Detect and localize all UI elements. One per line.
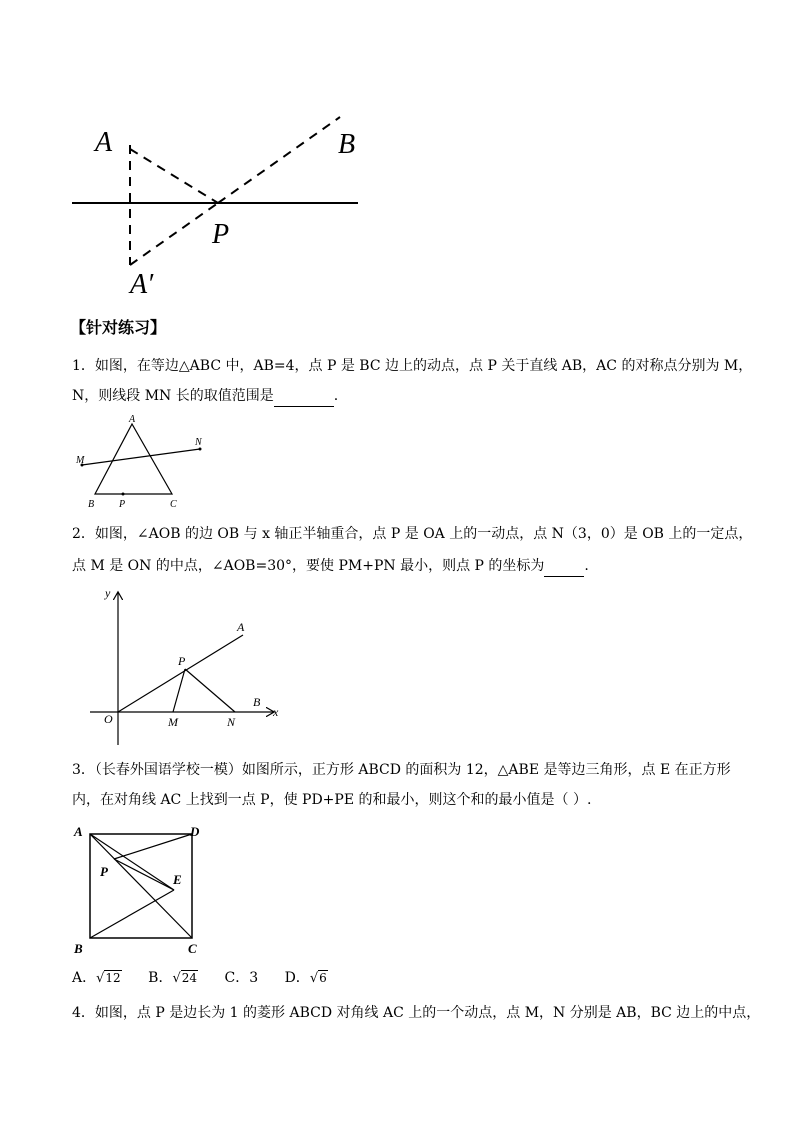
q2-segment-PM <box>173 669 185 712</box>
q1-label-C: C <box>170 499 177 510</box>
segment-P-B <box>218 117 340 203</box>
q2-line2-text: 点 M 是 ON 的中点，∠AOB=30°，要使 PM+PN 最小，则点 P 的坐标为 <box>72 558 545 574</box>
q3-option-a[interactable]: A．√12 <box>72 970 121 986</box>
q1-line-MN <box>82 449 200 465</box>
q1-label-B: B <box>88 499 95 510</box>
q1-line2-end: . <box>333 388 339 404</box>
q1-line2-text: N，则线段 MN 长的取值范围是 <box>72 388 274 404</box>
q4-line1: 4．如图，点 P 是边长为 1 的菱形 ABCD 对角线 AC 上的一个动点，点 M，N 分别是 AB，BC 边上的中点， <box>72 1005 761 1021</box>
q3-line1: 3．（长春外国语学校一模）如图所示，正方形 ABCD 的面积为 12，△ABE 是等边三角形，点 E 在正方形 <box>72 762 731 778</box>
q1-line1: 1．如图，在等边△ABC 中，AB=4，点 P 是 BC 边上的动点，点 P 关于直线 AB，AC 的对称点分别为 M， <box>72 358 753 374</box>
q1-label-P: P <box>119 499 126 510</box>
q2-label-A: A <box>237 620 245 634</box>
segment-A-P <box>130 149 218 203</box>
q2-segment-PN <box>185 669 235 712</box>
q2-ray-OA <box>118 635 243 712</box>
q3-figure <box>70 820 210 962</box>
reflection-figure <box>60 105 380 305</box>
q3-label-P: P <box>100 864 108 879</box>
label-P: P <box>212 219 230 250</box>
q2-label-M: M <box>168 715 178 729</box>
label-A-prime: A′ <box>130 269 154 300</box>
q2-label-O: O <box>104 712 113 726</box>
q1-figure <box>70 412 220 512</box>
q3-label-C: C <box>188 941 197 956</box>
q1-triangle <box>95 424 172 494</box>
q2-line2 <box>72 556 589 577</box>
q1-point-P <box>122 493 125 496</box>
q2-label-P: P <box>178 654 186 668</box>
q3-label-A: A <box>74 824 83 839</box>
q1-label-A: A <box>129 414 136 425</box>
q3-segment-PE <box>114 859 174 890</box>
q3-option-b[interactable]: B．√24 <box>148 970 198 986</box>
q3-option-c[interactable]: C．3 <box>224 970 259 986</box>
q2-answer-blank[interactable] <box>544 556 584 577</box>
section-heading: 【针对练习】 <box>70 318 167 337</box>
q3-options <box>72 968 328 989</box>
q1-label-N: N <box>195 437 202 448</box>
q3-label-D: D <box>190 824 200 839</box>
q2-line1: 2．如图，∠AOB 的边 OB 与 x 轴正半轴重合，点 P 是 OA 上的一动点，点 N（3，0）是 OB 上的一定点， <box>72 526 753 542</box>
q3-segment-AE <box>90 834 174 890</box>
q3-line2: 内，在对角线 AC 上找到一点 P，使 PD+PE 的和最小，则这个和的最小值是（ ）. <box>72 792 592 808</box>
q2-figure <box>85 585 295 750</box>
label-A: A <box>95 127 113 158</box>
q1-line2 <box>72 386 338 407</box>
segment-Aprime-P <box>130 203 218 265</box>
q2-label-N: N <box>227 715 236 729</box>
q2-line2-end: . <box>584 558 589 574</box>
label-B: B <box>338 129 356 160</box>
q3-segment-BE <box>90 890 174 938</box>
q2-label-y: y <box>105 586 111 600</box>
q3-label-E: E <box>173 872 182 887</box>
q3-segment-PD <box>114 834 192 859</box>
q2-label-B: B <box>253 695 261 709</box>
q1-answer-blank[interactable] <box>274 386 334 407</box>
q3-label-B: B <box>74 941 83 956</box>
q3-option-d[interactable]: D．√6 <box>284 970 327 986</box>
q1-label-M: M <box>76 455 85 466</box>
q2-label-x: x <box>273 705 279 719</box>
